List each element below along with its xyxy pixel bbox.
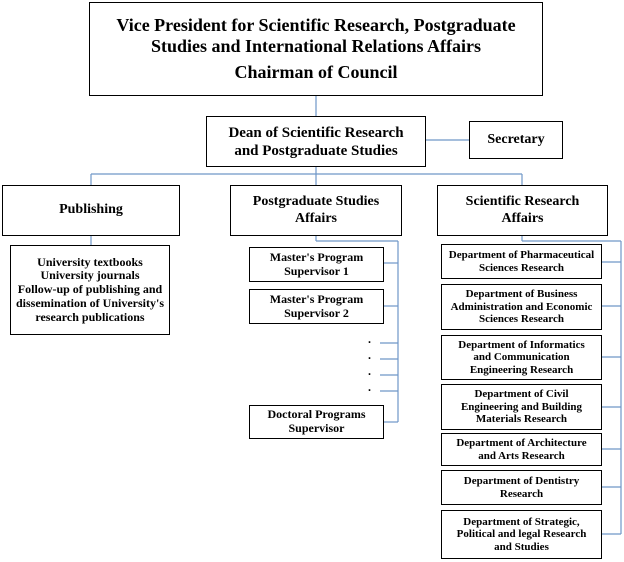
department-line: and Studies xyxy=(494,540,549,553)
scientific-research-box xyxy=(437,185,608,236)
publishing-title: Publishing xyxy=(59,202,123,218)
masters-supervisor-1-box xyxy=(249,247,384,282)
publishing-box xyxy=(2,185,180,236)
department-line: Department of Architecture xyxy=(456,436,587,449)
secretary-box xyxy=(469,121,563,159)
department-line: Political and legal Research xyxy=(456,528,587,541)
postgraduate-box xyxy=(230,185,402,236)
masters2-line1: Master's Program xyxy=(269,291,364,306)
vice-president-box xyxy=(89,2,543,96)
department-box xyxy=(441,510,602,559)
department-line: Administration and Economic xyxy=(450,300,593,313)
department-line: and Arts Research xyxy=(478,449,565,462)
vice-president-line3: Chairman of Council xyxy=(234,61,398,82)
department-line: Engineering and Building xyxy=(460,400,583,413)
masters1-line1: Master's Program xyxy=(269,249,364,264)
scientific-title-line1: Scientific Research xyxy=(465,193,580,209)
department-box xyxy=(441,384,602,430)
dean-line2: and Postgraduate Studies xyxy=(234,142,398,159)
department-line: Department of Civil xyxy=(474,388,569,401)
department-line: Department of Informatics xyxy=(458,338,585,351)
department-box xyxy=(441,335,602,380)
masters1-line2: Supervisor 1 xyxy=(284,263,349,278)
department-line: Materials Research xyxy=(475,413,568,426)
masters2-line2: Supervisor 2 xyxy=(284,305,349,320)
doctoral-line2: Supervisor xyxy=(288,421,345,435)
department-line: Sciences Research xyxy=(478,313,564,326)
dean-box xyxy=(206,116,426,167)
department-line: Department of Business xyxy=(465,288,578,301)
doctoral-line1: Doctoral Programs xyxy=(267,407,366,422)
department-box xyxy=(441,284,602,330)
publishing-item: University textbooks xyxy=(37,254,143,269)
department-box xyxy=(441,244,602,279)
scientific-title-line2: Affairs xyxy=(501,210,544,226)
department-line: Department of Dentistry xyxy=(463,474,580,487)
publishing-item: dissemination of University's xyxy=(15,295,164,310)
publishing-list xyxy=(10,245,170,335)
doctoral-supervisor-box xyxy=(249,405,384,439)
publishing-item: Follow-up of publishing and xyxy=(17,282,163,297)
secretary-label: Secretary xyxy=(487,131,545,147)
continuation-dot: . xyxy=(368,332,371,346)
department-line: Department of Strategic, xyxy=(463,515,580,528)
vice-president-line2: Studies and International Relations Affairs xyxy=(150,36,482,57)
department-line: Department of Pharmaceutical xyxy=(448,248,595,261)
department-box xyxy=(441,470,602,505)
department-box xyxy=(441,433,602,466)
department-line: Engineering Research xyxy=(469,363,574,376)
continuation-dot: . xyxy=(368,380,371,394)
dean-line1: Dean of Scientific Research xyxy=(228,124,404,141)
department-line: and Communication xyxy=(473,351,570,364)
vice-president-line1: Vice President for Scientific Research, Postgraduate xyxy=(116,14,516,35)
postgraduate-title-line2: Affairs xyxy=(295,210,337,226)
postgraduate-title-line1: Postgraduate Studies xyxy=(252,193,380,209)
continuation-dot: . xyxy=(368,364,371,378)
continuation-dot: . xyxy=(368,348,371,362)
department-line: Sciences Research xyxy=(478,261,565,274)
masters-supervisor-2-box xyxy=(249,289,384,324)
department-line: Research xyxy=(499,487,544,500)
publishing-item: University journals xyxy=(40,268,140,283)
publishing-item: research publications xyxy=(35,309,145,324)
